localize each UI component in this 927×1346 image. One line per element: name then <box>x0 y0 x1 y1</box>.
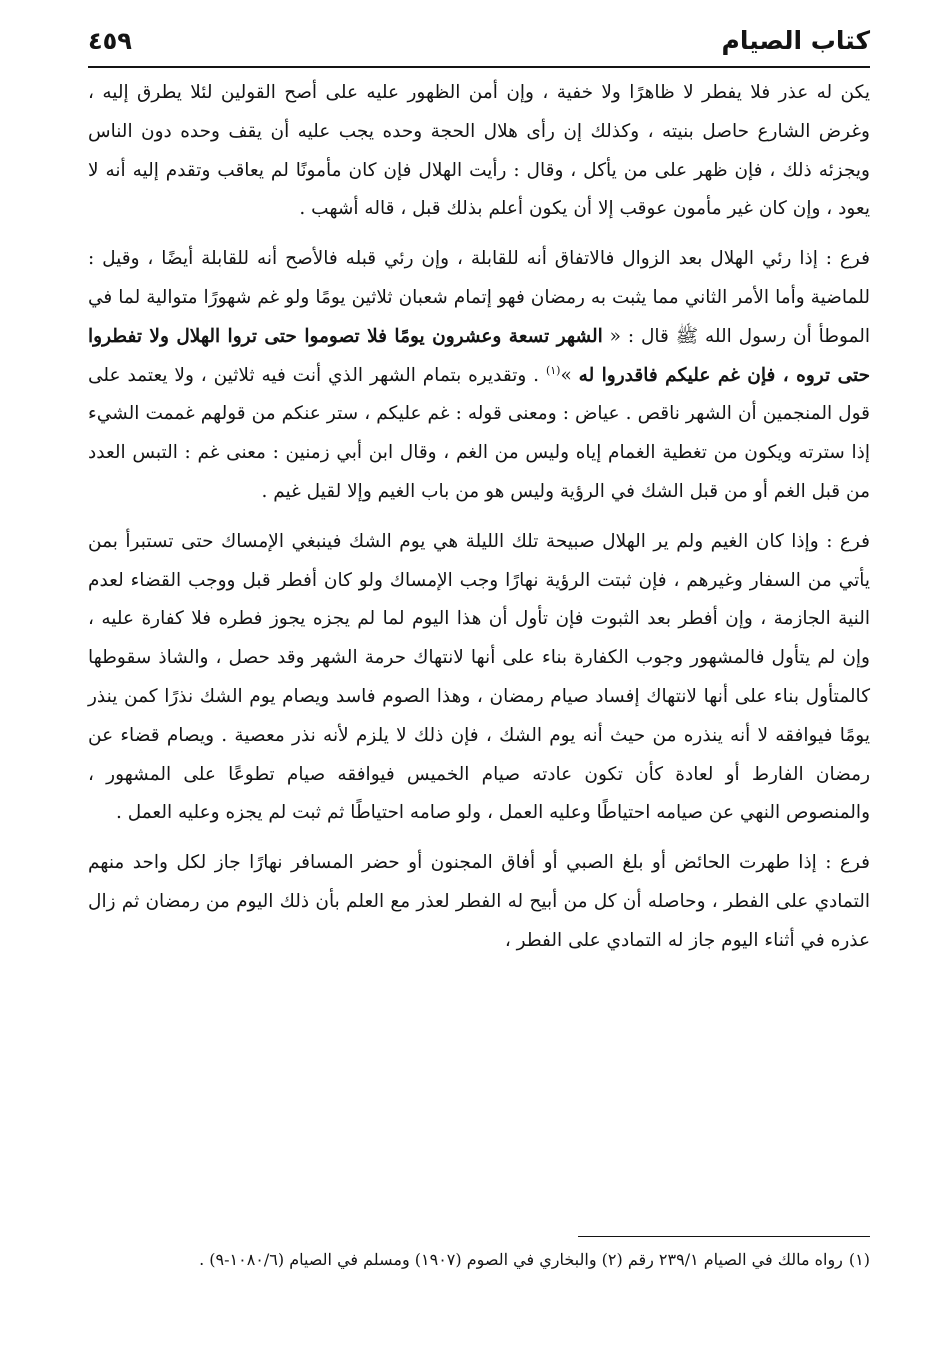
paragraph-text: فرع : إذا رئي الهلال بعد الزوال فالاتفاق أنه للقابلة ، وإن رئي قبله فالأصح أنه للقابلة أيضًا ، وقيل : للماضية وأما الأمر الثاني مما يثبت به رمضان فهو إتمام شعبان ثلاثين يومًا ولو غم شهورًا متوالية لما في الموطأ أن رسول الله ﷺ قال : « <box>88 248 870 347</box>
footnotes <box>88 1246 870 1274</box>
footnote-text: رواه مالك في الصيام ٢٣٩/١ رقم (٢) والبخاري في الصوم (١٩٠٧) ومسلم في الصيام (١٠٨٠/٦-٩) . <box>199 1250 843 1269</box>
paragraph <box>88 240 870 512</box>
paragraph-text: فرع : وإذا كان الغيم ولم ير الهلال صبيحة تلك الليلة هي يوم الشك فينبغي الإمساك حتى تستبرأ بمن يأتي من السفار وغيرهم ، فإن ثبتت الرؤية نهارًا وجب الإمساك ولو كان أفطر قبل ووجب القضاء لعدم النية الجازمة ، وإن أفطر بعد الثبوت فإن تأول أن هذا اليوم لما لم يجزه يجوز فطره فلا كفارة عليه ، وإن لم يتأول فالمشهور وجوب الكفارة بناء على أنها لانتهاك حرمة الشهر وقد حصل ، والشاذ سقوطها كالمتأول بناء على أنها لانتهاك إفساد صيام رمضان ، وهذا الصوم فاسد ويصام يوم الشك نذرًا كمن ينذر يومًا فيوافقه لا أنه ينذره من حيث أنه يوم الشك ، فإن ذلك لا يلزم لأنه نذر معصية . ويصام قضاء عن رمضان الفارط أو لعادة كأن تكون عادته صيام الخميس فيوافقه صيام تطوعًا على المشهور ، والمنصوص النهي عن صيامه احتياطًا وعليه العمل ، ولو صامه احتياطًا ثم ثبت لم يجزه وعليه العمل . <box>88 530 870 824</box>
hadith-quote: الشهر تسعة وعشرون يومًا فلا تصوموا حتى تروا الهلال ولا تفطروا حتى تروه ، فإن غم عليكم فاقدروا له <box>88 325 871 386</box>
footnote <box>88 1246 870 1274</box>
footnote-reference[interactable]: (١) <box>545 363 561 377</box>
paragraph-text: . وتقديره بتمام الشهر الذي أنت فيه ثلاثين ، ولا يعتمد على قول المنجمين أن الشهر ناقص . عياض : ومعنى قوله : غم عليكم ، ستر عنكم من قولهم غممت الشيء إذا سترته ويكون من تغطية الغمام إياه وليس من الغم ، وقال ابن أبي زمنين : معنى غم : التبس العدد من قبل الغم أو من قبل الشك في الرؤية وليس هو من باب الغيم وإلا لقيل غيم . <box>88 364 870 502</box>
header-rule <box>88 66 870 68</box>
paragraph-text: يكن له عذر فلا يفطر لا ظاهرًا ولا خفية ، وإن أمن الظهور عليه على أصح القولين لئلا يطرق إليه ، وغرض الشارع حاصل بنيته ، وكذلك إن رأى هلال الحجة وحده يجب عليه أن يقف وحده دون الناس ويجزئه ذلك ، فإن ظهر على من يأكل ، وقال : رأيت الهلال فإن كان مأمونًا لم يعاقب وتقدم إليه أنه لا يعود ، وإن كان غير مأمون عوقب إلا أن يكون أعلم بذلك قبل ، قاله أشهب . <box>88 82 870 220</box>
quote-close: » <box>560 364 579 386</box>
footnote-marker: (١) <box>848 1250 870 1269</box>
paragraph <box>88 844 870 960</box>
footnote-rule <box>578 1236 870 1237</box>
paragraph-text: فرع : إذا طهرت الحائض أو بلغ الصبي أو أفاق المجنون أو حضر المسافر نهارًا جاز لكل واحد منهم التمادي على الفطر ، وحاصله أن كل من أبيح له الفطر لعذر مع العلم بأن ذلك اليوم من رمضان ثم زال عذره في أثناء اليوم جاز له التمادي على الفطر ، <box>88 852 870 951</box>
running-title: كتاب الصيام <box>721 26 870 55</box>
paragraph <box>88 74 870 229</box>
page-number: ٤٥٩ <box>88 27 132 55</box>
book-page <box>88 24 870 1324</box>
paragraph <box>88 523 870 833</box>
page-body <box>88 74 870 961</box>
page-header <box>88 24 870 68</box>
